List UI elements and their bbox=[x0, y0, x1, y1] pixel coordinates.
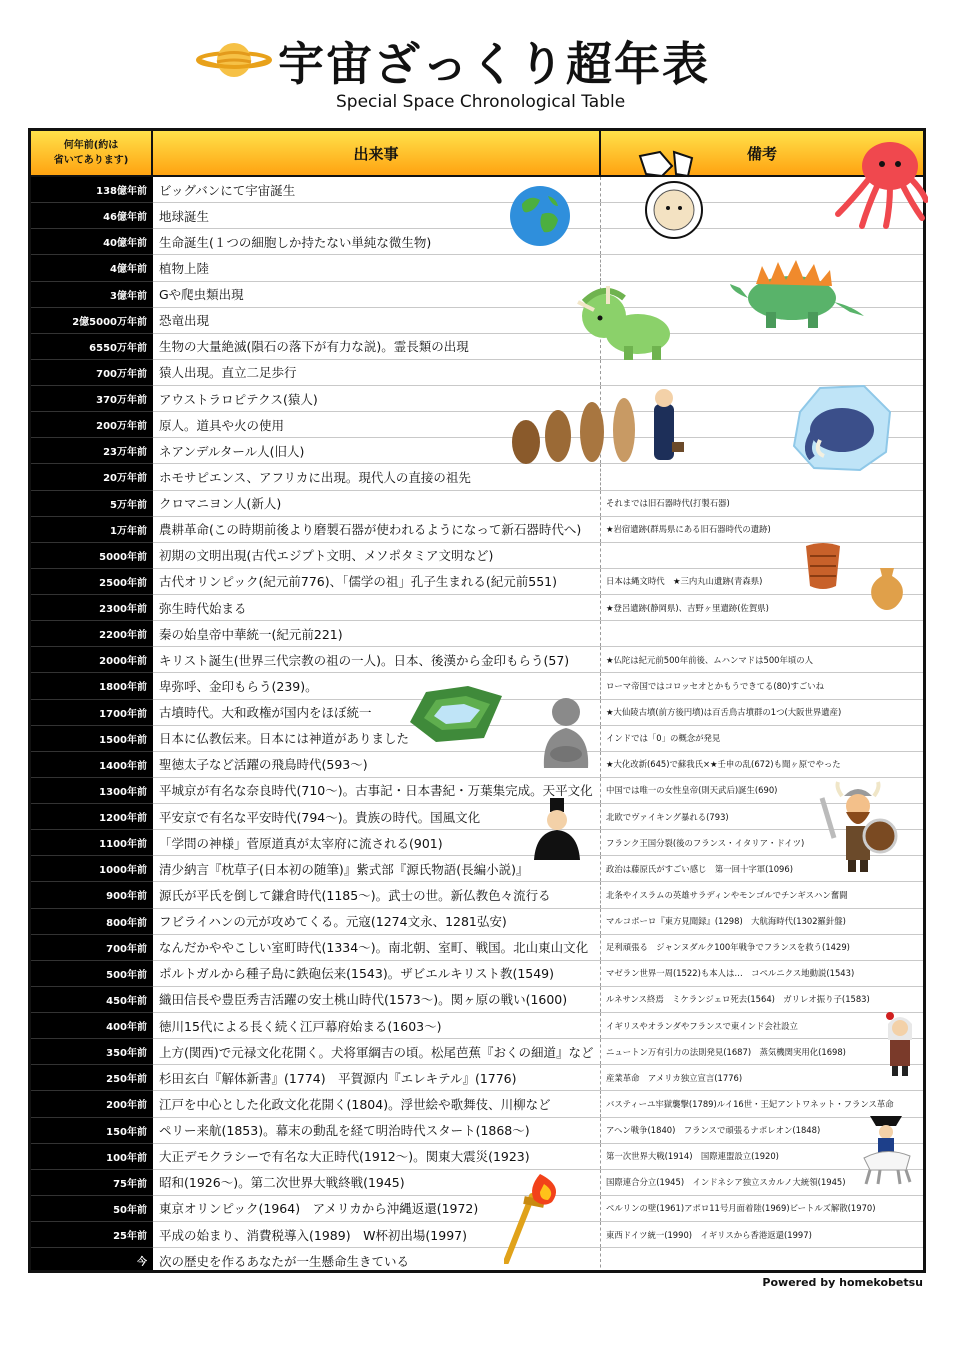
viking-icon bbox=[818, 778, 898, 874]
event-cell: 平安京で有名な平安時代(794〜)。貴族の時代。国風文化 bbox=[153, 804, 601, 829]
years-ago-cell: 138億年前 bbox=[31, 177, 153, 203]
event-cell: ネアンデルタール人(旧人) bbox=[153, 438, 601, 463]
event-cell: 原人。道具や火の使用 bbox=[153, 412, 601, 437]
note-cell: フランク王国分裂(後のフランス・イタリア・ドイツ) bbox=[606, 837, 805, 848]
event-cell: 東京オリンピック(1964) アメリカから沖縄返還(1972) bbox=[153, 1196, 601, 1221]
kofun-tomb-icon bbox=[406, 682, 506, 746]
table-row bbox=[31, 647, 923, 673]
event-cell: 聖徳太子など活躍の飛鳥時代(593〜) bbox=[153, 752, 601, 777]
event-cell: フビライハンの元が攻めてくる。元寇(1274文永、1281弘安) bbox=[153, 909, 601, 934]
table-row bbox=[31, 882, 923, 908]
event-cell: クロマニヨン人(新人) bbox=[153, 491, 601, 516]
note-cell: イギリスやオランダやフランスで東インド会社設立 bbox=[606, 1020, 798, 1031]
table-row bbox=[31, 1091, 923, 1117]
sugawara-michizane-icon bbox=[532, 798, 582, 860]
years-ago-header-line1: 何年前(約は bbox=[63, 140, 119, 151]
event-cell: ビッグバンにて宇宙誕生 bbox=[153, 177, 601, 202]
note-cell: 北条やイスラムの英雄サラディンやモンゴルでチンギスハン奮闘 bbox=[606, 889, 848, 900]
note-cell: インドでは「0」の概念が発見 bbox=[606, 733, 721, 744]
event-cell: キリスト誕生(世界三代宗教の祖の一人)。日本、後漢から金印もらう(57) bbox=[153, 647, 601, 672]
years-ago-cell: 200万年前 bbox=[31, 412, 153, 438]
event-cell: 恐竜出現 bbox=[153, 308, 601, 333]
years-ago-cell: 4億年前 bbox=[31, 255, 153, 281]
event-cell: ホモサピエンス、アフリカに出現。現代人の直接の祖先 bbox=[153, 464, 601, 489]
event-cell: 植物上陸 bbox=[153, 255, 601, 280]
years-ago-cell: 200年前 bbox=[31, 1091, 153, 1117]
table-row bbox=[31, 334, 923, 360]
newton-icon bbox=[884, 1010, 916, 1076]
note-cell bbox=[601, 543, 923, 568]
note-cell: バスティーユ牢獄襲撃(1789)ルイ16世・王妃アントワネット・フランス革命 bbox=[606, 1098, 894, 1109]
years-ago-cell: 250年前 bbox=[31, 1065, 153, 1091]
table-row bbox=[31, 203, 923, 229]
table-row bbox=[31, 543, 923, 569]
years-ago-cell: 1700年前 bbox=[31, 700, 153, 726]
table-row bbox=[31, 1039, 923, 1065]
note-cell: ベルリンの壁(1961)アポロ11号月面着陸(1969)ビートルズ解散(1970) bbox=[606, 1203, 876, 1214]
table-row bbox=[31, 752, 923, 778]
table-row bbox=[31, 804, 923, 830]
table-header bbox=[31, 131, 923, 177]
years-ago-cell: 2300年前 bbox=[31, 595, 153, 621]
event-cell: 清少納言『枕草子(日本初の随筆)』紫式部『源氏物語(長編小説)』 bbox=[153, 856, 601, 881]
event-cell: 初期の文明出現(古代エジプト文明、メソポタミア文明など) bbox=[153, 543, 601, 568]
event-cell: ポルトガルから種子島に鉄砲伝来(1543)。ザビエルキリスト教(1549) bbox=[153, 961, 601, 986]
note-cell: 北欧でヴァイキング暴れる(793) bbox=[606, 811, 729, 822]
table-row bbox=[31, 1222, 923, 1248]
event-cell: 卑弥呼、金印もらう(239)。 bbox=[153, 673, 601, 698]
years-ago-cell: 450年前 bbox=[31, 987, 153, 1013]
table-row bbox=[31, 517, 923, 543]
years-ago-cell: 5000年前 bbox=[31, 543, 153, 569]
note-cell: マゼラン世界一周(1522)も本人は… コペルニクス地動説(1543) bbox=[606, 968, 855, 979]
event-cell: 生物の大量絶滅(隕石の落下が有力な説)。霊長類の出現 bbox=[153, 334, 601, 359]
event-cell: 古代オリンピック(紀元前776)、「儒学の祖」孔子生まれる(紀元前551) bbox=[153, 569, 601, 594]
years-ago-cell: 40億年前 bbox=[31, 229, 153, 255]
years-ago-cell: 25年前 bbox=[31, 1222, 153, 1248]
years-ago-cell: 500年前 bbox=[31, 961, 153, 987]
event-cell: 猿人出現。直立二足歩行 bbox=[153, 360, 601, 385]
event-cell: 源氏が平氏を倒して鎌倉時代(1185〜)。武士の世。新仏教色々流行る bbox=[153, 882, 601, 907]
page-header bbox=[0, 0, 959, 125]
event-cell: 日本に仏教伝来。日本には神道がありました bbox=[153, 726, 601, 751]
years-ago-cell: 400年前 bbox=[31, 1013, 153, 1039]
years-ago-cell: 1万年前 bbox=[31, 517, 153, 543]
table-row bbox=[31, 856, 923, 882]
table-row bbox=[31, 935, 923, 961]
note-cell: それまでは旧石器時代(打製石器) bbox=[606, 498, 730, 509]
column-header-note: 備考 bbox=[746, 144, 777, 163]
column-header-years-ago bbox=[31, 131, 153, 175]
note-cell: ★岩宿遺跡(群馬県にある旧石器時代の遺跡) bbox=[606, 524, 771, 535]
years-ago-cell: 370万年前 bbox=[31, 386, 153, 412]
table-row bbox=[31, 830, 923, 856]
table-row bbox=[31, 621, 923, 647]
frozen-mammoth-icon bbox=[790, 382, 894, 472]
footer-credit: Powered by homekobetsu bbox=[762, 1276, 923, 1289]
buddha-statue-icon bbox=[538, 694, 594, 768]
years-ago-cell: 1100年前 bbox=[31, 830, 153, 856]
event-cell: 次の歴史を作るあなたが一生懸命生きている bbox=[153, 1248, 601, 1273]
event-cell: なんだかややこしい室町時代(1334〜)。南北朝、室町、戦国。北山東山文化 bbox=[153, 935, 601, 960]
years-ago-cell: 1000年前 bbox=[31, 856, 153, 882]
event-cell: 平成の始まり、消費税導入(1989) W杯初出場(1997) bbox=[153, 1222, 601, 1247]
note-cell bbox=[601, 621, 923, 646]
years-ago-cell: 800年前 bbox=[31, 909, 153, 935]
table-row bbox=[31, 778, 923, 804]
event-cell: 大正デモクラシーで有名な大正時代(1912〜)。関東大震災(1923) bbox=[153, 1144, 601, 1169]
table-row bbox=[31, 1013, 923, 1039]
years-ago-cell: 5万年前 bbox=[31, 491, 153, 517]
event-cell: 杉田玄白『解体新書』(1774) 平賀源内『エレキテル』(1776) bbox=[153, 1065, 601, 1090]
olympic-torch-icon bbox=[504, 1172, 568, 1264]
years-ago-cell: 6550万年前 bbox=[31, 334, 153, 360]
years-ago-cell: 1800年前 bbox=[31, 673, 153, 699]
event-cell: 「学問の神様」菅原道真が太宰府に流される(901) bbox=[153, 830, 601, 855]
yayoi-pottery-icon bbox=[866, 566, 908, 610]
years-ago-cell: 今 bbox=[31, 1248, 153, 1273]
table-row bbox=[31, 1065, 923, 1091]
page-subtitle: Special Space Chronological Table bbox=[336, 92, 626, 112]
note-cell: 東西ドイツ統一(1990) イギリスから香港返還(1997) bbox=[606, 1229, 812, 1240]
years-ago-cell: 50年前 bbox=[31, 1196, 153, 1222]
note-cell: 中国では唯一の女性皇帝(則天武后)誕生(690) bbox=[606, 785, 778, 796]
triceratops-icon bbox=[574, 282, 674, 362]
earth-icon bbox=[508, 184, 572, 248]
event-cell: 古墳時代。大和政権が国内をほぼ統一 bbox=[153, 700, 601, 725]
stegosaurus-icon bbox=[726, 258, 866, 330]
years-ago-cell: 1200年前 bbox=[31, 804, 153, 830]
years-ago-cell: 3億年前 bbox=[31, 282, 153, 308]
years-ago-cell: 2000年前 bbox=[31, 647, 153, 673]
event-cell: 平城京が有名な奈良時代(710〜)。古事記・日本書紀・万葉集完成。天平文化 bbox=[153, 778, 601, 803]
event-cell: ペリー来航(1853)。幕末の動乱を経て明治時代スタート(1868〜) bbox=[153, 1118, 601, 1143]
octopus-alien-icon bbox=[832, 140, 928, 230]
note-cell: 日本は縄文時代 ★三内丸山遺跡(青森県) bbox=[606, 576, 763, 587]
note-cell: 国際連合分立(1945) インドネシア独立スカルノ大統領(1945) bbox=[606, 1177, 846, 1188]
note-cell: アヘン戦争(1840) フランスで頑張るナポレオン(1848) bbox=[606, 1125, 821, 1136]
table-row bbox=[31, 595, 923, 621]
event-cell: Gや爬虫類出現 bbox=[153, 282, 601, 307]
table-row bbox=[31, 1144, 923, 1170]
years-ago-cell: 46億年前 bbox=[31, 203, 153, 229]
note-cell: ローマ帝国ではコロッセオとかもうできてる(80)すごいね bbox=[606, 680, 825, 691]
table-row bbox=[31, 909, 923, 935]
table-row bbox=[31, 1196, 923, 1222]
event-cell: 農耕革命(この時期前後より磨製石器が使われるようになって新石器時代へ) bbox=[153, 517, 601, 542]
note-cell: ★仏陀は紀元前500年前後、ムハンマドは500年頃の人 bbox=[606, 654, 813, 665]
note-cell: 足利頑張る ジャンヌダルク100年戦争でフランスを救う(1429) bbox=[606, 942, 850, 953]
event-cell: 織田信長や豊臣秀吉活躍の安土桃山時代(1573〜)。関ヶ原の戦い(1600) bbox=[153, 987, 601, 1012]
table-row bbox=[31, 491, 923, 517]
note-cell bbox=[601, 1248, 923, 1273]
event-cell: 地球誕生 bbox=[153, 203, 601, 228]
event-cell: 徳川15代による長く続く江戸幕府始まる(1603〜) bbox=[153, 1013, 601, 1038]
event-cell: 上方(関西)で元禄文化花開く。犬将軍綱吉の頃。松尾芭蕉『おくの細道』など bbox=[153, 1039, 601, 1064]
column-header-event: 出来事 bbox=[153, 131, 601, 175]
years-ago-cell: 150年前 bbox=[31, 1118, 153, 1144]
note-cell: ★大化改新(645)で蘇我氏×★壬申の乱(672)も聞ヶ原でやった bbox=[606, 759, 841, 770]
table-row bbox=[31, 229, 923, 255]
napoleon-horse-icon bbox=[856, 1112, 918, 1186]
table-row bbox=[31, 1170, 923, 1196]
years-ago-cell: 100年前 bbox=[31, 1144, 153, 1170]
event-cell: 江戸を中心とした化政文化花開く(1804)。浮世絵や歌舞伎、川柳など bbox=[153, 1091, 601, 1116]
human-evolution-icon bbox=[506, 386, 690, 474]
years-ago-cell: 1500年前 bbox=[31, 726, 153, 752]
table-row bbox=[31, 1118, 923, 1144]
table-row bbox=[31, 961, 923, 987]
table-row bbox=[31, 987, 923, 1013]
years-ago-cell: 23万年前 bbox=[31, 438, 153, 464]
table-row bbox=[31, 569, 923, 595]
event-cell: 秦の始皇帝中華統一(紀元前221) bbox=[153, 621, 601, 646]
table-row bbox=[31, 1248, 923, 1273]
table-row bbox=[31, 177, 923, 203]
note-cell: ルネサンス終焉 ミケランジェロ死去(1564) ガリレオ振り子(1583) bbox=[606, 994, 870, 1005]
saturn-icon bbox=[196, 38, 272, 82]
note-cell: 産業革命 アメリカ独立宣言(1776) bbox=[606, 1072, 743, 1083]
years-ago-cell: 1400年前 bbox=[31, 752, 153, 778]
note-cell: 第一次世界大戦(1914) 国際連盟設立(1920) bbox=[606, 1151, 779, 1162]
years-ago-cell: 350年前 bbox=[31, 1039, 153, 1065]
note-cell: ★登呂遺跡(静岡県)、吉野ヶ里遺跡(佐賀県) bbox=[606, 602, 769, 613]
event-cell: アウストラロピテクス(猿人) bbox=[153, 386, 601, 411]
astronaut-dog-icon bbox=[632, 146, 708, 242]
note-cell: ニュートン万有引力の法則発見(1687) 蒸気機関実用化(1698) bbox=[606, 1046, 846, 1057]
years-ago-cell: 2500年前 bbox=[31, 569, 153, 595]
years-ago-cell: 2200年前 bbox=[31, 621, 153, 647]
years-ago-cell: 20万年前 bbox=[31, 464, 153, 490]
page-title: 宇宙ざっくり超年表 bbox=[278, 37, 710, 91]
note-cell: ★大仙陵古墳(前方後円墳)は百舌鳥古墳群の1つ(大阪世界遺産) bbox=[606, 707, 842, 718]
event-cell: 昭和(1926〜)。第二次世界大戦終戦(1945) bbox=[153, 1170, 601, 1195]
event-cell: 弥生時代始まる bbox=[153, 595, 601, 620]
years-ago-cell: 700年前 bbox=[31, 935, 153, 961]
years-ago-cell: 900年前 bbox=[31, 882, 153, 908]
years-ago-cell: 2億5000万年前 bbox=[31, 308, 153, 334]
years-ago-cell: 700万年前 bbox=[31, 360, 153, 386]
years-ago-cell: 75年前 bbox=[31, 1170, 153, 1196]
event-cell: 生命誕生(１つの細胞しか持たない単純な微生物) bbox=[153, 229, 601, 254]
note-cell: 政治は藤原氏がすごい感じ 第一回十字軍(1096) bbox=[606, 863, 793, 874]
note-cell: マルコポーロ『東方見聞録』(1298) 大航海時代(1302羅針盤) bbox=[606, 916, 846, 927]
jomon-pottery-icon bbox=[802, 540, 844, 592]
years-ago-header-line2: 省いてあります) bbox=[53, 155, 129, 166]
years-ago-cell: 1300年前 bbox=[31, 778, 153, 804]
